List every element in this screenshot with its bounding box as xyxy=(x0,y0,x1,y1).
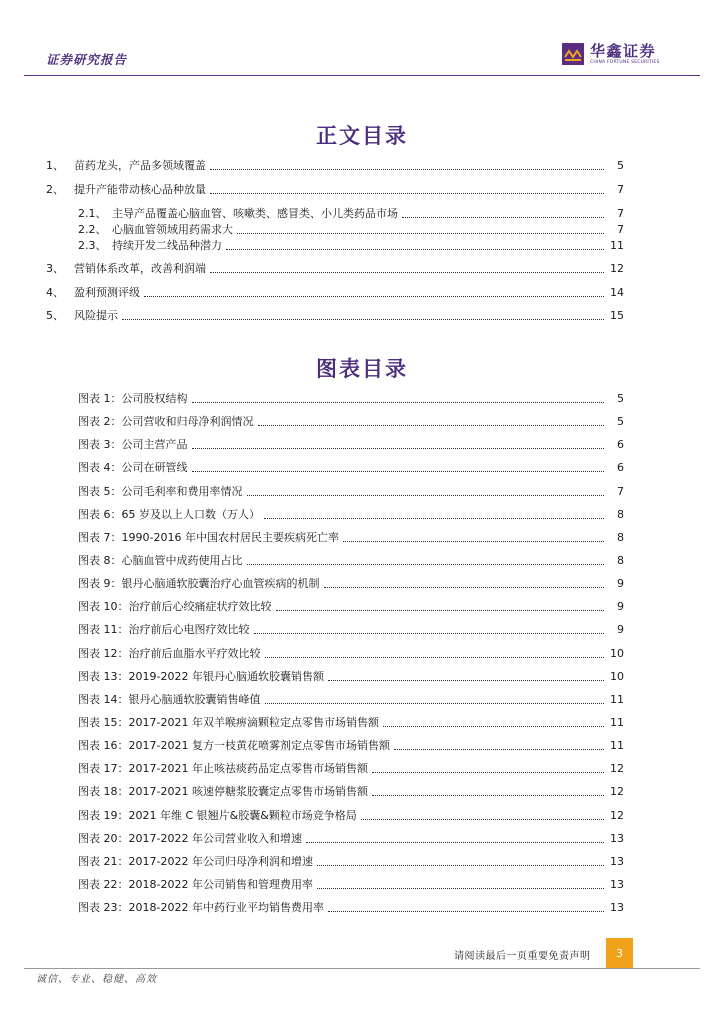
figure-entry-page: 8 xyxy=(617,508,624,521)
toc-entry-number: 1、 xyxy=(46,159,64,172)
figure-entry-page: 9 xyxy=(617,623,624,636)
figure-toc-entry[interactable] xyxy=(78,877,624,893)
dot-leader xyxy=(328,910,604,912)
toc-subentry[interactable] xyxy=(78,222,624,238)
toc-entry-number: 2.3、 xyxy=(78,239,107,252)
figure-entry-label: 图表 7：1990-2016 年中国农村居民主要疾病死亡率 xyxy=(78,531,339,544)
dot-leader xyxy=(258,424,605,426)
figure-toc-entry[interactable] xyxy=(78,808,624,824)
toc-entry-number: 3、 xyxy=(46,262,64,275)
dot-leader xyxy=(324,586,605,588)
toc-entry-number: 4、 xyxy=(46,286,64,299)
company-slogan: 诚信、专业、稳健、高效 xyxy=(36,974,157,985)
dot-leader xyxy=(226,248,604,250)
figure-toc-entry[interactable] xyxy=(78,692,624,708)
dot-leader xyxy=(317,864,604,866)
footer-divider xyxy=(24,968,700,969)
figure-entry-page: 13 xyxy=(610,832,624,845)
toc-entry-number: 2.1、 xyxy=(78,207,107,220)
figure-toc-entry[interactable] xyxy=(78,507,624,523)
toc-entry[interactable] xyxy=(46,308,624,324)
toc-entry[interactable] xyxy=(46,261,624,277)
dot-leader xyxy=(265,702,605,704)
logo-name-en: CHINA FORTUNE SECURITIES xyxy=(590,60,660,65)
dot-leader xyxy=(343,540,604,542)
figure-entry-label: 图表 17：2017-2021 年止咳祛痰药品定点零售市场销售额 xyxy=(78,762,368,775)
figure-entry-page: 13 xyxy=(610,901,624,914)
figure-entry-page: 10 xyxy=(610,670,624,683)
main-toc-title: 正文目录 xyxy=(316,124,408,148)
dot-leader xyxy=(383,725,604,727)
figure-entry-page: 5 xyxy=(617,392,624,405)
toc-entry-number: 2.2、 xyxy=(78,223,107,236)
dot-leader xyxy=(394,748,604,750)
figure-toc-entry[interactable] xyxy=(78,761,624,777)
toc-entry-page: 5 xyxy=(617,159,624,172)
toc-entry-label: 持续开发二线品种潜力 xyxy=(112,239,222,252)
figure-entry-page: 10 xyxy=(610,647,624,660)
figure-entry-label: 图表 8：心脑血管中成药使用占比 xyxy=(78,554,243,567)
dot-leader xyxy=(192,470,605,472)
dot-leader xyxy=(276,609,605,611)
dot-leader xyxy=(317,887,604,889)
page-number-badge: 3 xyxy=(606,938,633,968)
report-type-label: 证券研究报告 xyxy=(46,52,128,67)
toc-entry-number: 5、 xyxy=(46,309,64,322)
dot-leader xyxy=(210,192,604,194)
dot-leader xyxy=(237,232,604,234)
figure-entry-page: 9 xyxy=(617,577,624,590)
dot-leader xyxy=(328,679,604,681)
dot-leader xyxy=(254,632,605,634)
logo-name-cn: 华鑫证券 xyxy=(590,42,657,60)
figure-entry-page: 11 xyxy=(610,716,624,729)
figure-toc-entry[interactable] xyxy=(78,715,624,731)
figure-toc-entry[interactable] xyxy=(78,669,624,685)
toc-entry[interactable] xyxy=(46,182,624,198)
figure-toc-entry[interactable] xyxy=(78,460,624,476)
logo-mark-icon xyxy=(562,43,584,65)
toc-entry-label: 提升产能带动核心品种放量 xyxy=(74,183,206,196)
toc-entry[interactable] xyxy=(46,158,624,174)
figure-entry-label: 图表 22：2018-2022 年公司销售和管理费用率 xyxy=(78,878,313,891)
figure-entry-page: 13 xyxy=(610,878,624,891)
dot-leader xyxy=(210,271,604,273)
figure-entry-label: 图表 14：银丹心脑通软胶囊销售峰值 xyxy=(78,693,261,706)
dot-leader xyxy=(144,295,604,297)
header-divider xyxy=(24,75,700,76)
dot-leader xyxy=(210,168,604,170)
figure-toc-entry[interactable] xyxy=(78,599,624,615)
figure-entry-label: 图表 11：治疗前后心电图疗效比较 xyxy=(78,623,250,636)
dot-leader xyxy=(192,401,605,403)
toc-entry-label: 心脑血管领域用药需求大 xyxy=(112,223,233,236)
figure-toc-entry[interactable] xyxy=(78,784,624,800)
toc-entry-label: 盈利预测评级 xyxy=(74,286,140,299)
figure-entry-page: 12 xyxy=(610,762,624,775)
toc-entry[interactable] xyxy=(46,285,624,301)
figure-toc-entry[interactable] xyxy=(78,576,624,592)
dot-leader xyxy=(361,818,604,820)
company-logo xyxy=(562,43,660,66)
figure-toc-entry[interactable] xyxy=(78,530,624,546)
figure-entry-page: 6 xyxy=(617,461,624,474)
toc-subentry[interactable] xyxy=(78,206,624,222)
figure-entry-label: 图表 10：治疗前后心绞痛症状疗效比较 xyxy=(78,600,272,613)
figure-entry-label: 图表 9：银丹心脑通软胶囊治疗心血管疾病的机制 xyxy=(78,577,320,590)
figure-entry-label: 图表 16：2017-2021 复方一枝黄花喷雾剂定点零售市场销售额 xyxy=(78,739,390,752)
toc-entry-label: 风险提示 xyxy=(74,309,118,322)
dot-leader xyxy=(247,494,605,496)
dot-leader xyxy=(402,216,604,218)
figure-toc-entry[interactable] xyxy=(78,437,624,453)
toc-entry-page: 14 xyxy=(610,286,624,299)
figure-entry-label: 图表 20：2017-2022 年公司营业收入和增速 xyxy=(78,832,302,845)
figure-entry-label: 图表 4：公司在研管线 xyxy=(78,461,188,474)
figure-toc-entry[interactable] xyxy=(78,900,624,916)
dot-leader xyxy=(265,656,605,658)
figure-entry-label: 图表 12：治疗前后血脂水平疗效比较 xyxy=(78,647,261,660)
figure-toc-entry[interactable] xyxy=(78,622,624,638)
figure-entry-page: 8 xyxy=(617,554,624,567)
figure-entry-label: 图表 13：2019-2022 年银丹心脑通软胶囊销售额 xyxy=(78,670,324,683)
toc-entry-page: 12 xyxy=(610,262,624,275)
dot-leader xyxy=(306,841,604,843)
figure-entry-label: 图表 21：2017-2022 年公司归母净利润和增速 xyxy=(78,855,313,868)
toc-entry-number: 2、 xyxy=(46,183,64,196)
toc-entry-page: 7 xyxy=(617,183,624,196)
dot-leader xyxy=(372,794,604,796)
figure-entry-page: 5 xyxy=(617,415,624,428)
figure-entry-page: 6 xyxy=(617,438,624,451)
figure-entry-label: 图表 1：公司股权结构 xyxy=(78,392,188,405)
figure-toc-entry[interactable] xyxy=(78,831,624,847)
figure-entry-label: 图表 5：公司毛利率和费用率情况 xyxy=(78,485,243,498)
toc-entry-label: 主导产品覆盖心脑血管、咳嗽类、感冒类、小儿类药品市场 xyxy=(112,207,398,220)
figure-toc-entry[interactable] xyxy=(78,738,624,754)
figure-entry-page: 12 xyxy=(610,785,624,798)
disclaimer-note: 请阅读最后一页重要免责声明 xyxy=(454,951,591,962)
dot-leader xyxy=(122,318,604,320)
figure-entry-page: 9 xyxy=(617,600,624,613)
figure-entry-label: 图表 2：公司营收和归母净利润情况 xyxy=(78,415,254,428)
figure-toc-entry[interactable] xyxy=(78,553,624,569)
dot-leader xyxy=(247,563,605,565)
toc-entry-label: 苗药龙头，产品多领域覆盖 xyxy=(74,159,206,172)
figure-toc-entry[interactable] xyxy=(78,391,624,407)
toc-subentry[interactable] xyxy=(78,238,624,254)
dot-leader xyxy=(372,771,604,773)
figure-toc-entry[interactable] xyxy=(78,854,624,870)
figure-entry-page: 12 xyxy=(610,809,624,822)
figure-entry-page: 11 xyxy=(610,693,624,706)
figure-entry-page: 7 xyxy=(617,485,624,498)
toc-entry-page: 11 xyxy=(610,239,624,252)
figure-entry-label: 图表 6：65 岁及以上人口数（万人） xyxy=(78,508,260,521)
dot-leader xyxy=(192,447,605,449)
figure-entry-page: 11 xyxy=(610,739,624,752)
figure-toc-entry[interactable] xyxy=(78,646,624,662)
figure-entry-label: 图表 3：公司主营产品 xyxy=(78,438,188,451)
toc-entry-label: 营销体系改革，改善利润端 xyxy=(74,262,206,275)
toc-entry-page: 7 xyxy=(617,223,624,236)
figure-entry-label: 图表 18：2017-2021 咳速停糖浆胶囊定点零售市场销售额 xyxy=(78,785,368,798)
figure-toc-title: 图表目录 xyxy=(316,357,408,381)
figure-toc-entry[interactable] xyxy=(78,414,624,430)
toc-entry-page: 7 xyxy=(617,207,624,220)
toc-entry-page: 15 xyxy=(610,309,624,322)
figure-entry-label: 图表 19：2021 年维 C 银翘片&胶囊&颗粒市场竞争格局 xyxy=(78,809,357,822)
figure-entry-label: 图表 15：2017-2021 年双羊喉痹滴颗粒定点零售市场销售额 xyxy=(78,716,379,729)
dot-leader xyxy=(264,517,604,519)
figure-entry-page: 8 xyxy=(617,531,624,544)
figure-entry-page: 13 xyxy=(610,855,624,868)
figure-toc-entry[interactable] xyxy=(78,484,624,500)
figure-entry-label: 图表 23：2018-2022 年中药行业平均销售费用率 xyxy=(78,901,324,914)
